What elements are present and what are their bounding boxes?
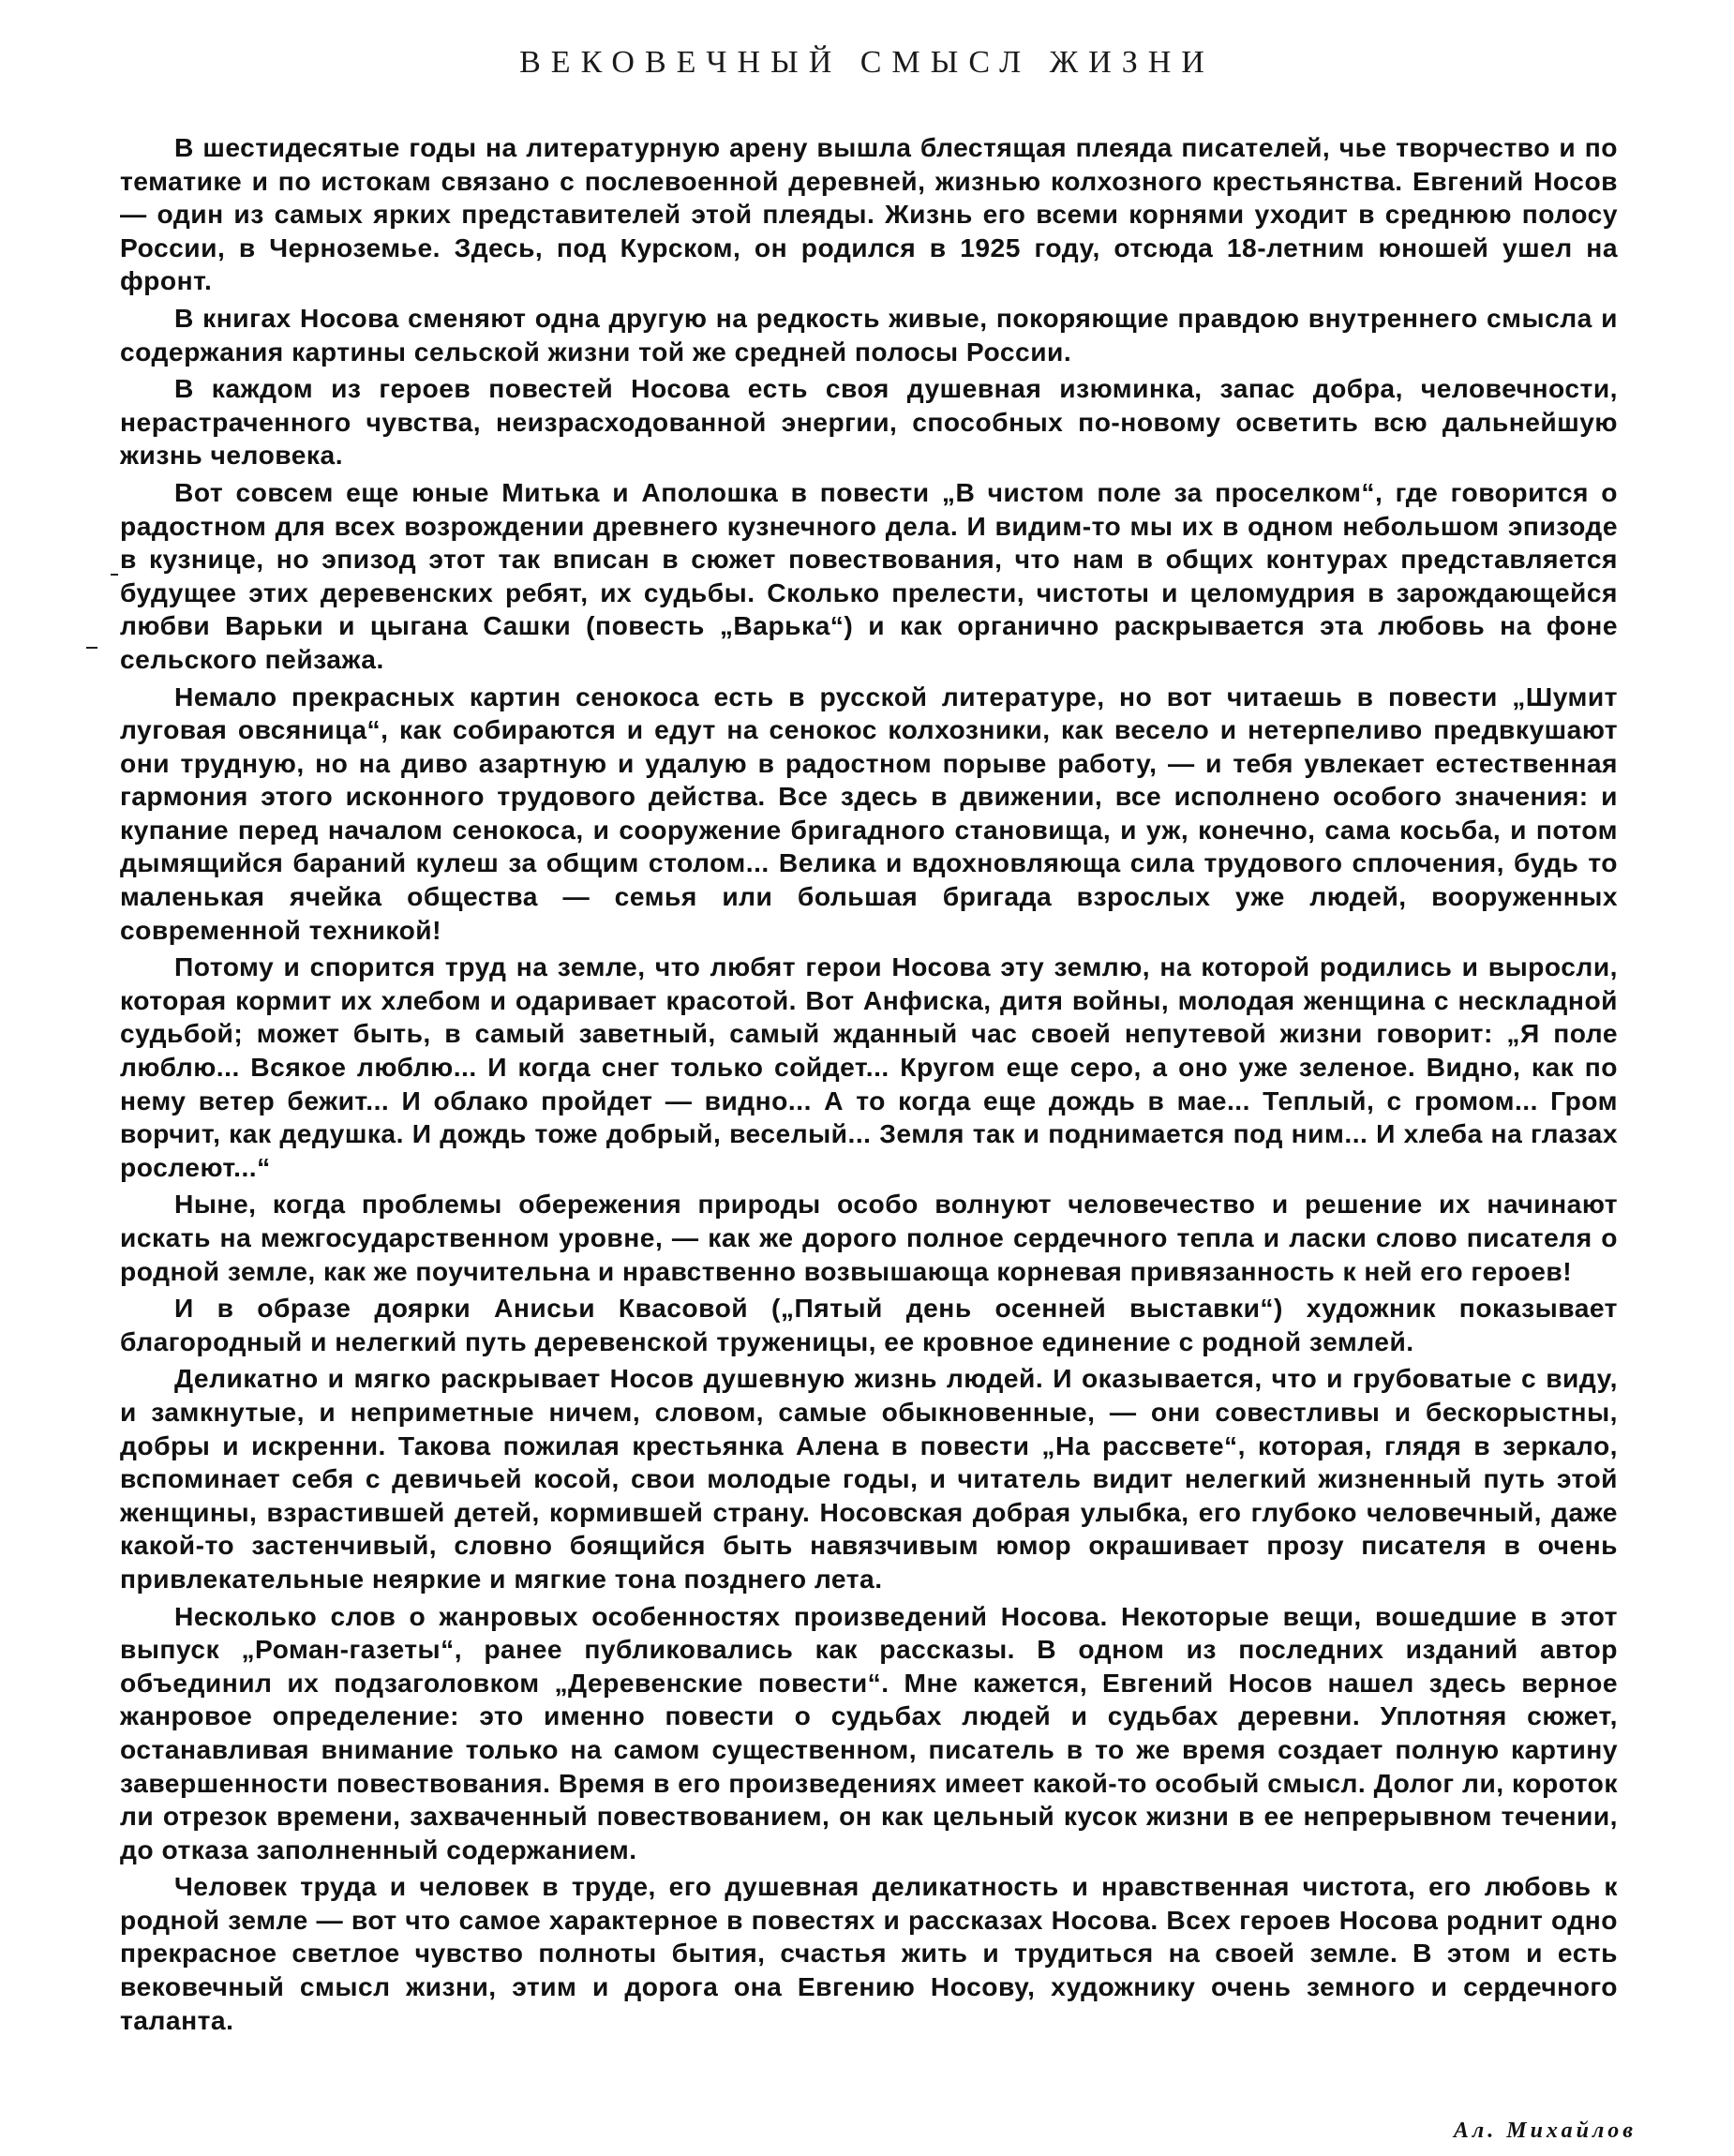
paragraph: Деликатно и мягко раскрывает Носов душевную жизнь людей. И оказывается, что и грубоватые с виду, и замкнутые, и неприметные ничем, словом, самые обыкновенные, — они совестливы и бескорыстны, добры и искренни. Такова пожилая крестьянка Алена в повести „На рассвете“, которая, глядя в зеркало, вспоминает себя с девичьей косой, свои молодые годы, и читатель видит нелегкий жизненный путь этой женщины, взрастившей детей, кормившей страну. Носовская добрая улыбка, его глубоко человечный, даже какой-то застенчивый, словно боящийся быть навязчивым юмор окрашивает прозу писателя в очень привлекательные неяркие и мягкие тона позднего лета. [120, 1363, 1618, 1594]
paragraph: В книгах Носова сменяют одна другую на редкость живые, покоряющие правдою внутреннего смысла и содержания картины сельской жизни той же средней полосы России. [120, 302, 1618, 367]
paragraph: Потому и спорится труд на земле, что любят герои Носова эту землю, на которой родились и выросли, которая кормит их хлебом и одаривает красотой. Вот Анфиска, дитя войны, молодая женщина с нескладной судьбой; может быть, в самый заветный, самый жданный час своей непутевой жизни говорит: „Я поле люблю... Всякое люблю... И когда снег только сойдет... Кругом еще серо, а оно уже зеленое. Видно, как по нему ветер бежит... И облако пройдет — видно... А то когда еще дождь в мае... Теплый, с громом... Гром ворчит, как дедушка. И дождь тоже добрый, веселый... Земля так и поднимается под ним... И хлеба на глазах рослеют...“ [120, 951, 1618, 1182]
author-signature: Ал. Михайлов [1453, 2119, 1637, 2143]
paragraph: И в образе доярки Анисьи Квасовой („Пятый день осенней выставки“) художник показывает благородный и нелегкий путь деревенской труженицы, ее кровное единение с родной землей. [120, 1293, 1618, 1356]
paragraph: Вот совсем еще юные Митька и Аполошка в повести „В чистом поле за проселком“, где говорится о радостном для всех возрождении древнего кузнечного дела. И видим-то мы их в одном небольшом эпизоде в кузнице, но эпизод этот так вписан в сюжет повествования, что нам в общих контурах представляется будущее этих деревенских ребят, их судьбы. Сколько прелести, чистоты и целомудрия в зарождающейся любви Варьки и цыгана Сашки (повесть „Варька“) и как органично раскрывается эта любовь на фоне сельского пейзажа. [120, 476, 1618, 674]
paragraph: В шестидесятые годы на литературную арену вышла блестящая плеяда писателей, чье творчество и по тематике и по истокам связано с послевоенной деревней, жизнью колхозного крестьянства. Евгений Носов — один из самых ярких представителей этой плеяды. Жизнь его всеми корнями уходит в среднюю полосу России, в Черноземье. Здесь, под Курском, он родился в 1925 году, отсюда 18-летним юношей ушел на фронт. [120, 132, 1618, 296]
print-mark [86, 647, 97, 649]
paragraph: В каждом из героев повестей Носова есть своя душевная изюминка, запас добра, человечности, нерастраченного чувства, неизрасходованной энергии, способных по-новому осветить всю дальнейшую жизнь человека. [120, 373, 1618, 471]
print-mark [111, 574, 118, 576]
paragraph: Ныне, когда проблемы обережения природы особо волнуют человечество и решение их начинают искать на межгосударственном уровне, — как же дорого полное сердечного тепла и ласки слово писателя о родной земле, как же поучительна и нравственно возвышающа корневая привязанность к ней его героев! [120, 1189, 1618, 1286]
article-body [120, 131, 1618, 2041]
paragraph: Несколько слов о жанровых особенностях произведений Носова. Некоторые вещи, вошедшие в этот выпуск „Роман-газеты“, ранее публиковались как рассказы. В одном из последних изданий автор объединил их подзаголовком „Деревенские повести“. Мне кажется, Евгений Носов нашел здесь верное жанровое определение: это именно повести о судьбах людей и судьбах деревни. Уплотняя сюжет, останавливая внимание только на самом существенном, писатель в то же время создает полную картину завершенности повествования. Время в его произведениях имеет какой-то особый смысл. Долог ли, короток ли отрезок времени, захваченный повествованием, он как цельный кусок жизни в ее непрерывном течении, до отказа заполненный содержанием. [120, 1600, 1618, 1864]
paragraph: Человек труда и человек в труде, его душевная деликатность и нравственная чистота, его любовь к родной земле — вот что самое характерное в повестях и рассказах Носова. Всех героев Носова роднит одно прекрасное светлое чувство полноты бытия, счастья жить и трудиться на своей земле. В этом и есть вековечный смысл жизни, этим и дорога она Евгению Носову, художнику очень земного и сердечного таланта. [120, 1871, 1618, 2035]
paragraph: Немало прекрасных картин сенокоса есть в русской литературе, но вот читаешь в повести „Шумит луговая овсяница“, как собираются и едут на сенокос колхозники, как весело и нетерпеливо предвкушают они трудную, но на диво азартную и удалую в радостном порыве работу, — и тебя увлекает естественная гармония этого исконного трудового действа. Все здесь в движении, все исполнено особого значения: и купание перед началом сенокоса, и сооружение бригадного становища, и уж, конечно, сама косьба, и потом дымящийся бараний кулеш за общим столом... Велика и вдохновляюща сила трудового сплочения, будь то маленькая ячейка общества — семья или большая бригада взрослых уже людей, вооруженных современной техникой! [120, 681, 1618, 945]
article-title: ВЕКОВЕЧНЫЙ СМЫСЛ ЖИЗНИ [519, 45, 1215, 80]
